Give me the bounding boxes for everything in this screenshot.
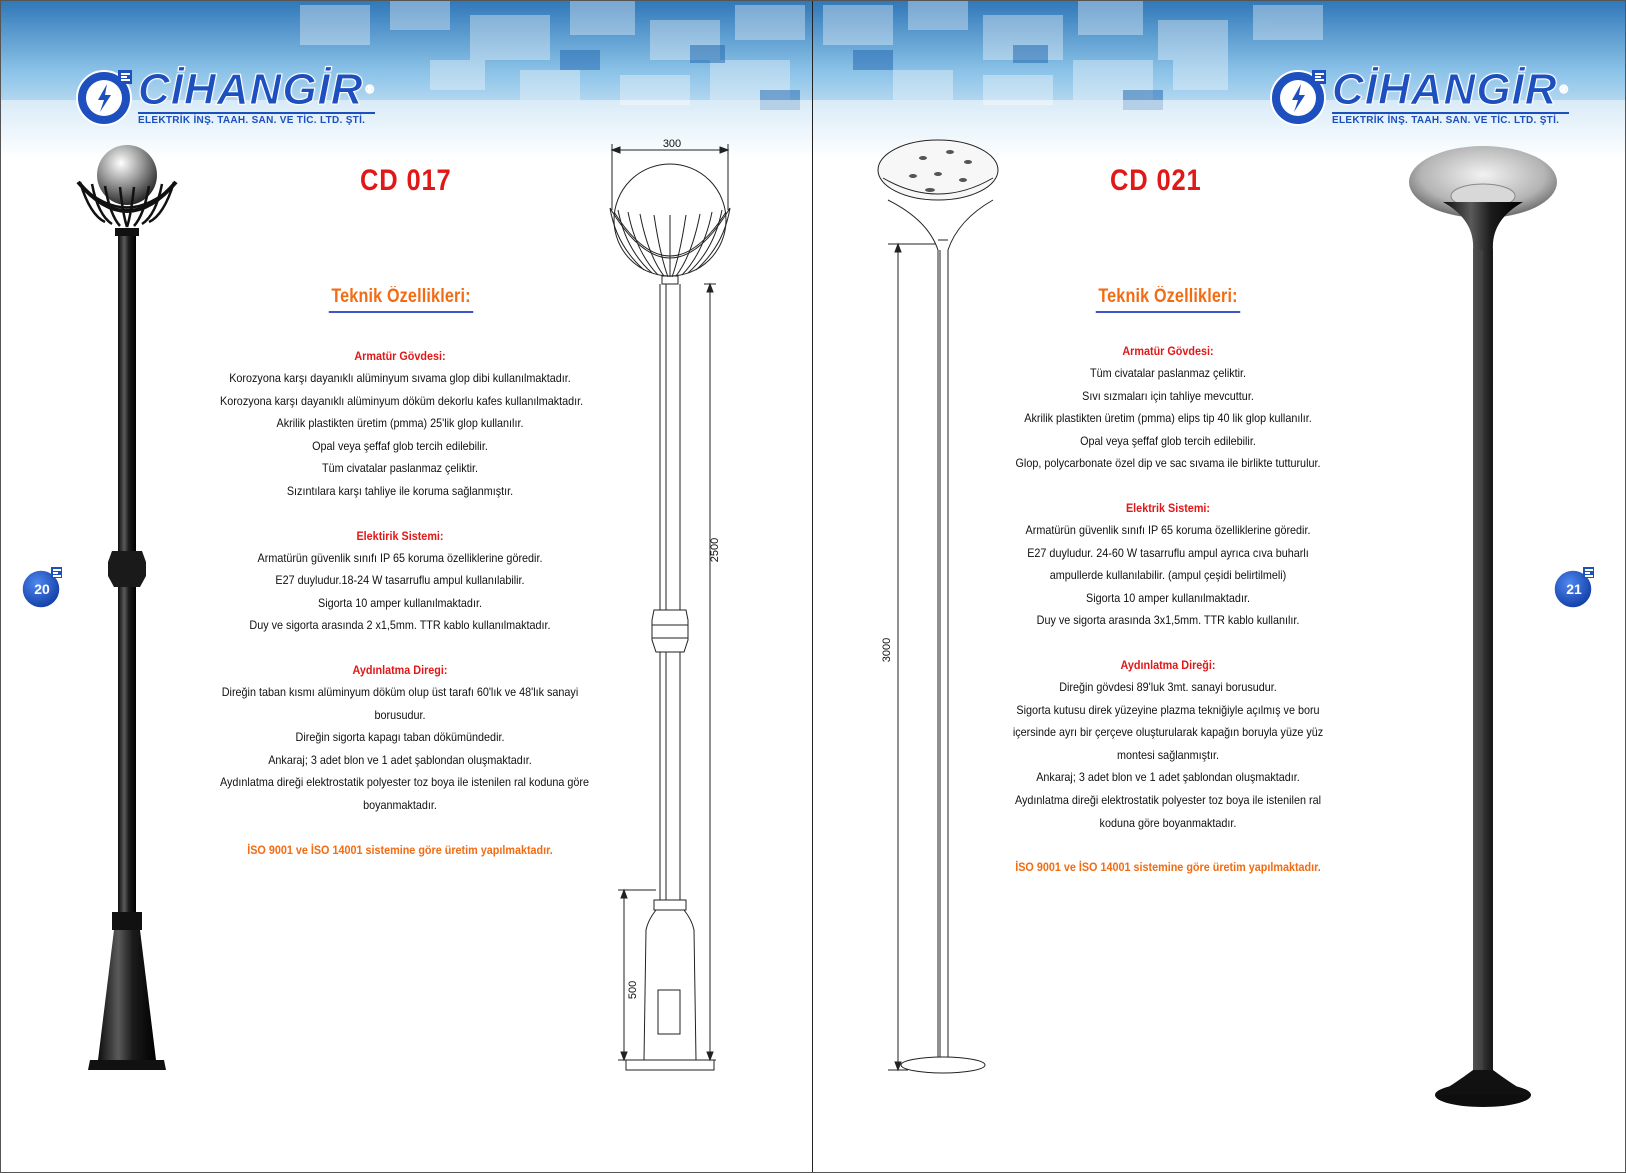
spec-line: Sigorta 10 amper kullanılmaktadır. (318, 595, 482, 610)
spec-line: Duy ve sigorta arasında 2 x1,5mm. TTR kablo kullanılmaktadır. (249, 618, 551, 633)
spec-line: ampullerde kullanılabilir. (ampul çeşidi belirtilmeli) (1049, 568, 1287, 583)
brand-name: CİHANGİR (138, 65, 364, 114)
spec-line: Direğin gövdesi 89'luk 3mt. sanayi borusudur. (1059, 679, 1277, 694)
dimension-width: 300 (662, 138, 682, 150)
spec-section-title: Armatür Gövdesi: (1122, 344, 1214, 358)
brand-subtitle: ELEKTRİK İNŞ. TAAH. SAN. VE TİC. LTD. ŞTİ. (138, 112, 375, 126)
spec-line: Glop, polycarbonate özel dip ve sac sıvama ile birlikte tutturulur. (1015, 456, 1321, 471)
iso-certification: İSO 9001 ve İSO 14001 sistemine göre üretim yapılmaktadır. (1015, 860, 1321, 875)
spec-line: Opal veya şeffaf glob tercih edilebilir. (312, 438, 488, 453)
spec-line: Sıvı sızmaları için tahliye mevcuttur. (1082, 388, 1254, 403)
spec-section-title: Aydınlatma Direği: (1120, 657, 1216, 672)
spec-line: Duy ve sigorta arasında 3x1,5mm. TTR kablo kullanılır. (1036, 613, 1300, 628)
company-logo (74, 66, 375, 128)
spec-line: Direğin taban kısmı alüminyum döküm olup üst tarafı 60'lık ve 48'lık sanayi (221, 684, 579, 699)
iso-certification: İSO 9001 ve İSO 14001 sistemine göre üretim yapılmaktadır. (247, 842, 553, 857)
spec-line: koduna göre boyanmaktadır. (1099, 815, 1237, 830)
registered-mark: ® (365, 84, 375, 96)
page-spine (812, 0, 813, 1173)
spec-line: Akrilik plastikten üretim (pmma) elips tip 40 lik glop kullanılır. (1024, 411, 1312, 426)
spec-line: Aydınlatma direği elektrostatik polyester toz boya ile istenilen ral (1015, 792, 1321, 807)
brand-name: CİHANGİR (1332, 65, 1558, 114)
company-logo (1268, 66, 1569, 128)
spec-section-title: Elektrik Sistemi: (1125, 500, 1211, 515)
right-page (813, 0, 1626, 1173)
spec-line: borusudur. (374, 707, 426, 722)
lamp-photo-cd017 (60, 140, 210, 1120)
model-title: CD 021 (1110, 164, 1202, 197)
page-number-badge (21, 567, 63, 609)
spec-section-title: Aydınlatma Diregi: (352, 662, 448, 677)
spec-line: Armatürün güvenlik sınıfı IP 65 koruma özelliklerine göredir. (1025, 522, 1311, 537)
technical-specs (220, 345, 590, 861)
spec-line: boyanmaktadır. (363, 797, 437, 812)
spec-line: Sigorta kutusu direk yüzeyine plazma tekniğiyle açılmış ve boru (1016, 702, 1320, 717)
registered-mark: ® (1559, 84, 1569, 96)
spec-line: Opal veya şeffaf glob tercih edilebilir. (1080, 433, 1256, 448)
spec-section-title: Elektirik Sistemi: (356, 528, 444, 543)
spec-line: E27 duyludur. 24-60 W tasarruflu ampul ayrıca cıva buharlı (1027, 545, 1309, 560)
spec-line: Ankaraj; 3 adet blon ve 1 adet şablondan oluşmaktadır. (1036, 770, 1300, 785)
spec-line: içersinde ayrı bir çerçeve oluşturularak kapağın boruyla yüze yüz (1012, 725, 1324, 740)
spec-line: Sızıntılara karşı tahliye ile koruma sağlanmıştır. (286, 483, 514, 498)
spec-line: Tüm civatalar paslanmaz çeliktir. (321, 461, 479, 476)
spec-line: Sigorta 10 amper kullanılmaktadır. (1086, 590, 1250, 605)
page-number-badge (1553, 567, 1595, 609)
spec-section-title: Armatür Gövdesi: (354, 349, 446, 363)
lightning-bolt-icon (74, 66, 136, 128)
spec-line: E27 duyludur.18-24 W tasarruflu ampul kullanılabilir. (275, 573, 525, 588)
model-title: CD 017 (360, 164, 452, 197)
dimension-pole-height: 3000 (881, 637, 893, 663)
spec-line: Korozyona karşı dayanıklı alüminyum döküm dekorlu kafes kullanılmaktadır. (220, 393, 584, 408)
page-number: 21 (1566, 581, 1582, 597)
spec-line: Aydınlatma direği elektrostatik polyester toz boya ile istenilen ral koduna göre (220, 775, 590, 790)
page-number: 20 (34, 581, 50, 597)
spec-line: Direğin sigorta kapagı taban dökümündedir. (295, 730, 505, 745)
lamp-photo-cd021 (1393, 140, 1573, 1120)
spec-line: Akrilik plastikten üretim (pmma) 25'lik glop kullanılır. (276, 416, 524, 431)
section-heading: Teknik Özellikleri: (329, 286, 474, 313)
dimension-pole-height: 2500 (709, 537, 721, 563)
dimension-base-height: 500 (627, 980, 639, 1000)
spec-line: Ankaraj; 3 adet blon ve 1 adet şablondan oluşmaktadır. (268, 752, 532, 767)
spec-line: Tüm civatalar paslanmaz çeliktir. (1089, 366, 1247, 380)
spec-line: montesi sağlanmıştır. (1116, 747, 1220, 762)
spec-line: Armatürün güvenlik sınıfı IP 65 koruma özelliklerine göredir. (257, 550, 543, 565)
lightning-bolt-icon (1268, 66, 1330, 128)
spec-line: Korozyona karşı dayanıklı alüminyum sıvama glop dibi kullanılmaktadır. (229, 371, 571, 385)
technical-specs (997, 340, 1339, 878)
brand-subtitle: ELEKTRİK İNŞ. TAAH. SAN. VE TİC. LTD. ŞTİ. (1332, 112, 1569, 126)
technical-drawing-cd017 (596, 130, 756, 1120)
section-heading: Teknik Özellikleri: (1096, 286, 1241, 313)
